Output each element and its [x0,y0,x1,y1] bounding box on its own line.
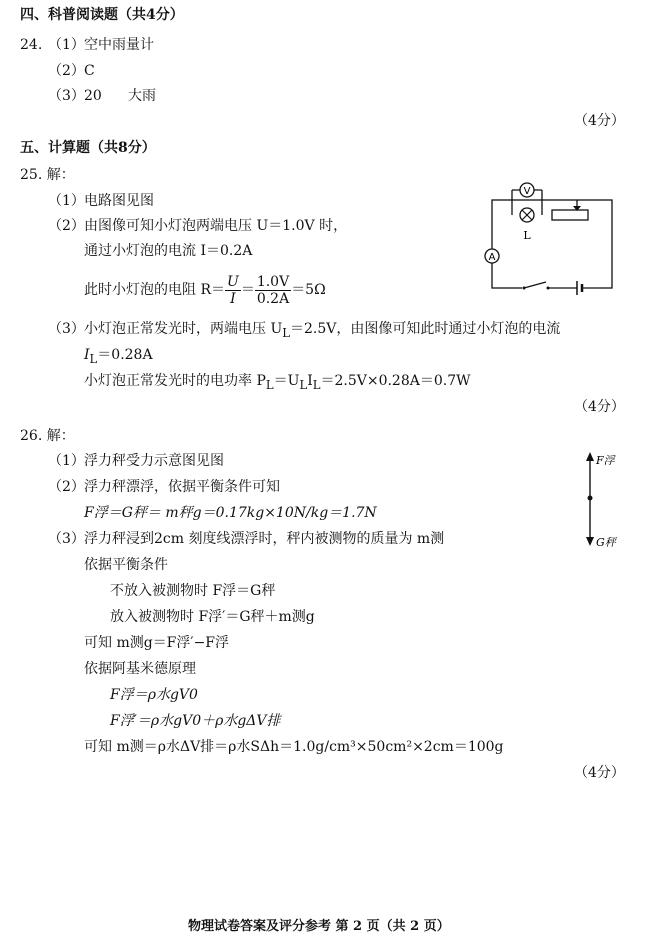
voltmeter-label: V [523,186,531,197]
q26-p3-line8: F浮′＝ρ水gV0＋ρ水gΔV排 [110,713,281,729]
answer-24-3-text: 20 [84,88,102,104]
ammeter-label: A [488,252,496,263]
answer-24-2-num: （2） [48,63,85,79]
fraction-numerator-u: U [227,273,239,290]
q26-p3-line4: 放入被测物时 F浮′＝G秤＋m测g [110,609,315,625]
q26-p2-text: 浮力秤漂浮，依据平衡条件可知 [84,479,280,495]
equals-sign: ＝ [240,282,255,298]
fraction-denominator-current: 0.2A [256,290,290,307]
q25-p2-line2: 通过小灯泡的电流 I＝0.2A [84,243,253,259]
answer-24-1-num: （1） [48,37,85,53]
lamp-label: L [523,229,531,242]
resistance-result: ＝5Ω [291,282,326,298]
gravity-label: G秤 [596,536,616,549]
q26-p3-line5: 可知 m测g＝F浮′−F浮 [84,635,230,651]
q25-score: （4分） [574,399,625,415]
circuit-diagram [482,182,632,302]
resistance-formula-prefix: 此时小灯泡的电阻 R＝ [84,282,225,298]
force-diagram [574,448,634,558]
q26-p3-line6: 依据阿基米德原理 [84,661,196,677]
fraction-numerator-voltage: 1.0V [256,273,290,290]
rheostat-icon [552,210,588,220]
q26-score: （4分） [574,765,625,781]
q25-p1-num: （1） [48,193,85,209]
fraction-values [255,274,291,307]
page-footer: 物理试卷答案及评分参考 第 2 页（共 2 页） [188,919,450,934]
answer-24-1-text: 空中雨量计 [84,37,154,53]
answer-24-3-num: （3） [48,88,85,104]
q25-p3-line2: $I_L=0.28A$ [84,347,153,366]
q25-p3-line3: 小灯泡正常发光时的电功率 $P_L=U_LI_L=2.5V\times 0.28A=0.7W$ [84,373,471,392]
q26-p3-num: （3） [48,531,85,547]
q25-p3-num: （3） [48,321,85,337]
answer-24-3-extra: 大雨 [128,88,156,104]
answer-24-2-text: C [84,63,95,79]
question-24-label: 24. [20,37,43,53]
question-26-label: 26. 解： [20,428,75,444]
q25-p2-line1: 由图像可知小灯泡两端电压 U＝1.0V 时， [84,218,348,234]
q26-p3-line3: 不放入被测物时 F浮＝G秤 [110,583,276,599]
q26-p3-text: 浮力秤浸到2cm 刻度线漂浮时，秤内被测物的质量为 m测 [84,531,445,547]
section-4-score: （4分） [574,113,625,129]
fraction-denominator-i: I [230,290,236,307]
q25-p2-num: （2） [48,218,85,234]
q25-p2-resistance-formula [84,270,326,310]
q26-p1-text: 浮力秤受力示意图见图 [84,453,224,469]
buoyancy-label: F浮 [596,454,615,467]
q26-p3-line9: 可知 m测＝ρ水ΔV排＝ρ水SΔh＝1.0g/cm³×50cm²×2cm＝100g [84,739,504,755]
q26-p1-num: （1） [48,453,85,469]
q26-p3-line7: F浮＝ρ水gV0 [110,687,198,703]
q26-p3-line2: 依据平衡条件 [84,557,168,573]
section-4-title: 四、科普阅读题（共4分） [20,7,184,23]
q26-p2-equation: F浮＝G秤＝ m秤g＝0.17kg×10N/kg＝1.7N [84,505,377,521]
fraction-u-over-i [225,274,241,307]
question-25-label: 25. 解： [20,167,75,183]
q25-p3-line1: 小灯泡正常发光时，两端电压 $U_L=2.5V$，由图像可知此时通过小灯泡的电流 [84,321,561,340]
q26-p2-num: （2） [48,479,85,495]
q25-p1-text: 电路图见图 [84,193,154,209]
section-5-title: 五、计算题（共8分） [20,140,156,156]
